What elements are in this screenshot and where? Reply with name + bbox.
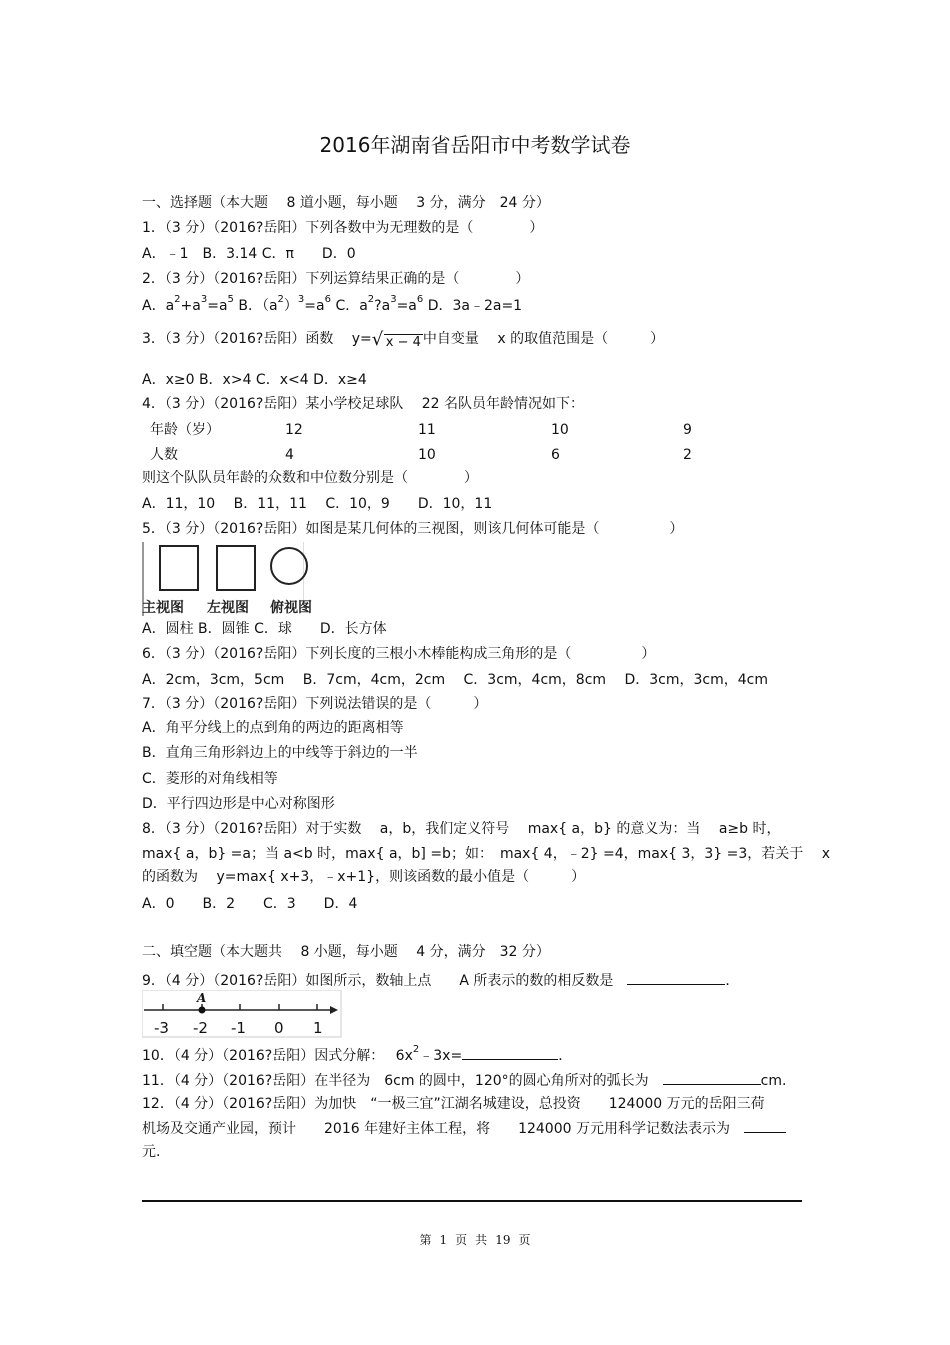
exponent: 5 — [227, 294, 234, 305]
q2-a-eq: =a — [207, 298, 228, 314]
answer-blank — [663, 1070, 761, 1085]
section-heading-fill: 二、填空题（本大题共 8 小题，每小题 4 分，满分 32 分） — [142, 944, 550, 960]
question-7-option-a: A．角平分线上的点到角的两边的距离相等 — [142, 720, 404, 736]
q10-end: ． — [558, 1048, 573, 1064]
tick-label: -2 — [193, 1019, 208, 1037]
side-view-rectangle — [217, 546, 255, 590]
footer-page-word: 页 — [455, 1233, 468, 1247]
exponent: 2 — [174, 294, 181, 305]
three-views-figure — [142, 542, 324, 616]
figure-edge — [303, 542, 304, 602]
question-8-options: A．0 B．2 C．3 D．4 — [142, 896, 358, 912]
q3-stem-after: 中自变量 x 的取值范围是（ ） — [422, 331, 665, 347]
exponent: 2 — [367, 294, 375, 305]
question-3-options: A．x≥0 B．x>4 C．x<4 D．x≥4 — [142, 372, 367, 388]
question-8-line-3: 的函数为 y=max{ x+3，﹣x+1}，则该函数的最小值是（ ） — [142, 869, 586, 885]
exponent: 2 — [412, 1044, 420, 1055]
question-5-stem: 5．（3 分）（2016?岳阳）如图是某几何体的三视图，则该几何体可能是（ ） — [142, 521, 684, 537]
table-cell: 10 — [551, 422, 569, 438]
q12-line-2-text: 机场及交通产业园，预计 2016 年建好主体工程，将 124000 万元用科学记数法表示为 — [142, 1121, 744, 1137]
arrow-head-icon — [330, 1006, 338, 1014]
page-footer — [0, 1232, 950, 1248]
page-number: 1 — [439, 1233, 448, 1247]
front-view-rectangle — [160, 546, 198, 590]
question-7-stem: 7．（3 分）（2016?岳阳）下列说法错误的是（ ） — [142, 696, 488, 712]
q2-b-paren: ） — [283, 298, 298, 314]
q2-c-eq: =a — [396, 298, 417, 314]
q9-end: ． — [725, 973, 740, 989]
q11-end: cm. — [760, 1073, 787, 1089]
table-cell: 4 — [285, 447, 294, 463]
point-a-dot — [199, 1007, 206, 1014]
question-2-options — [142, 294, 523, 315]
footer-prefix: 第 — [419, 1233, 432, 1247]
q2-c-term: ?a — [374, 298, 391, 314]
table-cell: 6 — [551, 447, 560, 463]
question-11-stem — [142, 1070, 786, 1090]
answer-blank — [744, 1118, 786, 1133]
question-4-options: A．11，10 B．11，11 C．10，9 D．10，11 — [142, 496, 493, 512]
square-root — [371, 329, 423, 352]
side-view-label: 左视图 — [207, 600, 249, 616]
q11-stem-text: 11．（4 分）（2016?岳阳）在半径为 6cm 的圆中，120°的圆心角所对的弧长为 — [142, 1073, 663, 1089]
total-pages: 19 — [495, 1233, 511, 1247]
exponent: 2 — [277, 294, 284, 305]
radical-sign-icon: √ — [371, 329, 384, 350]
top-view-label: 俯视图 — [270, 600, 312, 616]
page-title: 2016年湖南省岳阳市中考数学试卷 — [319, 133, 631, 157]
q2-b-eq: =a — [304, 298, 325, 314]
question-12-line-1: 12．（4 分）（2016?岳阳）为加快 “一极三宜”江湖名城建设，总投资 124000 万元的岳阳三荷 — [142, 1096, 765, 1112]
question-7-option-d: D．平行四边形是中心对称图形 — [142, 796, 335, 812]
q9-stem-text: 9．（4 分）（2016?岳阳）如图所示，数轴上点 A 所表示的数的相反数是 — [142, 973, 628, 989]
table-row-label-count: 人数 — [150, 447, 178, 463]
question-12-line-2 — [142, 1118, 786, 1138]
table-cell: 11 — [418, 422, 436, 438]
question-1-options: A．﹣1 B．3.14 C．π D．0 — [142, 246, 356, 262]
exponent: 3 — [390, 294, 397, 305]
front-view-label: 主视图 — [142, 600, 184, 616]
tick-label: 0 — [274, 1019, 284, 1037]
question-3-stem — [142, 330, 664, 352]
question-5-options: A．圆柱 B．圆锥 C．球 D．长方体 — [142, 621, 387, 637]
question-7-option-c: C．菱形的对角线相等 — [142, 771, 278, 787]
question-9-stem — [142, 970, 739, 990]
tick-label: -1 — [231, 1019, 246, 1037]
tick-label: -3 — [154, 1019, 169, 1037]
q2-option-a: A．a — [142, 298, 175, 314]
question-10-stem — [142, 1045, 572, 1065]
top-view-circle — [271, 548, 307, 584]
table-cell: 2 — [683, 447, 692, 463]
question-12-line-3: 元. — [142, 1144, 161, 1160]
footer-total-word: 共 — [475, 1233, 488, 1247]
q2-option-d: D．3a﹣2a=1 — [427, 298, 523, 314]
question-8-line-1: 8．（3 分）（2016?岳阳）对于实数 a，b，我们定义符号 max{ a，b} 的意义为：当 a≥b 时， — [142, 821, 781, 837]
number-line-figure — [142, 990, 342, 1038]
question-7-option-b: B．直角三角形斜边上的中线等于斜边的一半 — [142, 745, 418, 761]
section-heading-choice: 一、选择题（本大题 8 道小题，每小题 3 分，满分 24 分） — [142, 195, 550, 211]
exponent: 3 — [200, 294, 208, 305]
exponent: 6 — [324, 294, 331, 305]
question-8-line-2: max{ a，b} =a；当 a<b 时，max{ a，b] =b；如： max{ 4，﹣2} =4，max{ 3，3} =3，若关于 x — [142, 846, 831, 862]
q10-stem-text: 10．（4 分）（2016?岳阳）因式分解： 6x — [142, 1048, 413, 1064]
footer-divider — [142, 1200, 802, 1202]
question-2-stem: 2．（3 分）（2016?岳阳）下列运算结果正确的是（ ） — [142, 271, 530, 287]
radicand: x − 4 — [385, 335, 421, 350]
table-cell: 9 — [683, 422, 692, 438]
table-cell: 12 — [285, 422, 303, 438]
footer-suffix: 页 — [518, 1233, 531, 1247]
question-6-options: A．2cm，3cm，5cm B．7cm，4cm，2cm C．3cm，4cm，8cm D．3cm，3cm，4cm — [142, 672, 768, 688]
answer-blank — [462, 1045, 558, 1060]
q2-option-b: B．（a — [238, 298, 278, 314]
q2-option-c: C．a — [335, 298, 368, 314]
q2-a-term: +a — [180, 298, 201, 314]
answer-blank — [627, 970, 725, 985]
question-1-stem: 1．（3 分）（2016?岳阳）下列各数中为无理数的是（ ） — [142, 220, 544, 236]
question-6-stem: 6．（3 分）（2016?岳阳）下列长度的三根小木棒能构成三角形的是（ ） — [142, 646, 656, 662]
exponent: 3 — [297, 294, 305, 305]
q10-expression: ﹣3x= — [419, 1048, 463, 1064]
question-4-question: 则这个队队员年龄的众数和中位数分别是（ ） — [142, 470, 478, 486]
question-4-stem: 4．（3 分）（2016?岳阳）某小学校足球队 22 名队员年龄情况如下： — [142, 396, 585, 412]
tick-label: 1 — [313, 1019, 323, 1037]
table-cell: 10 — [418, 447, 436, 463]
point-a-label: A — [197, 991, 207, 1005]
q3-stem-before: 3．（3 分）（2016?岳阳）函数 y= — [142, 331, 372, 347]
table-row-label-age: 年龄（岁） — [150, 422, 220, 438]
exponent: 6 — [416, 294, 424, 305]
